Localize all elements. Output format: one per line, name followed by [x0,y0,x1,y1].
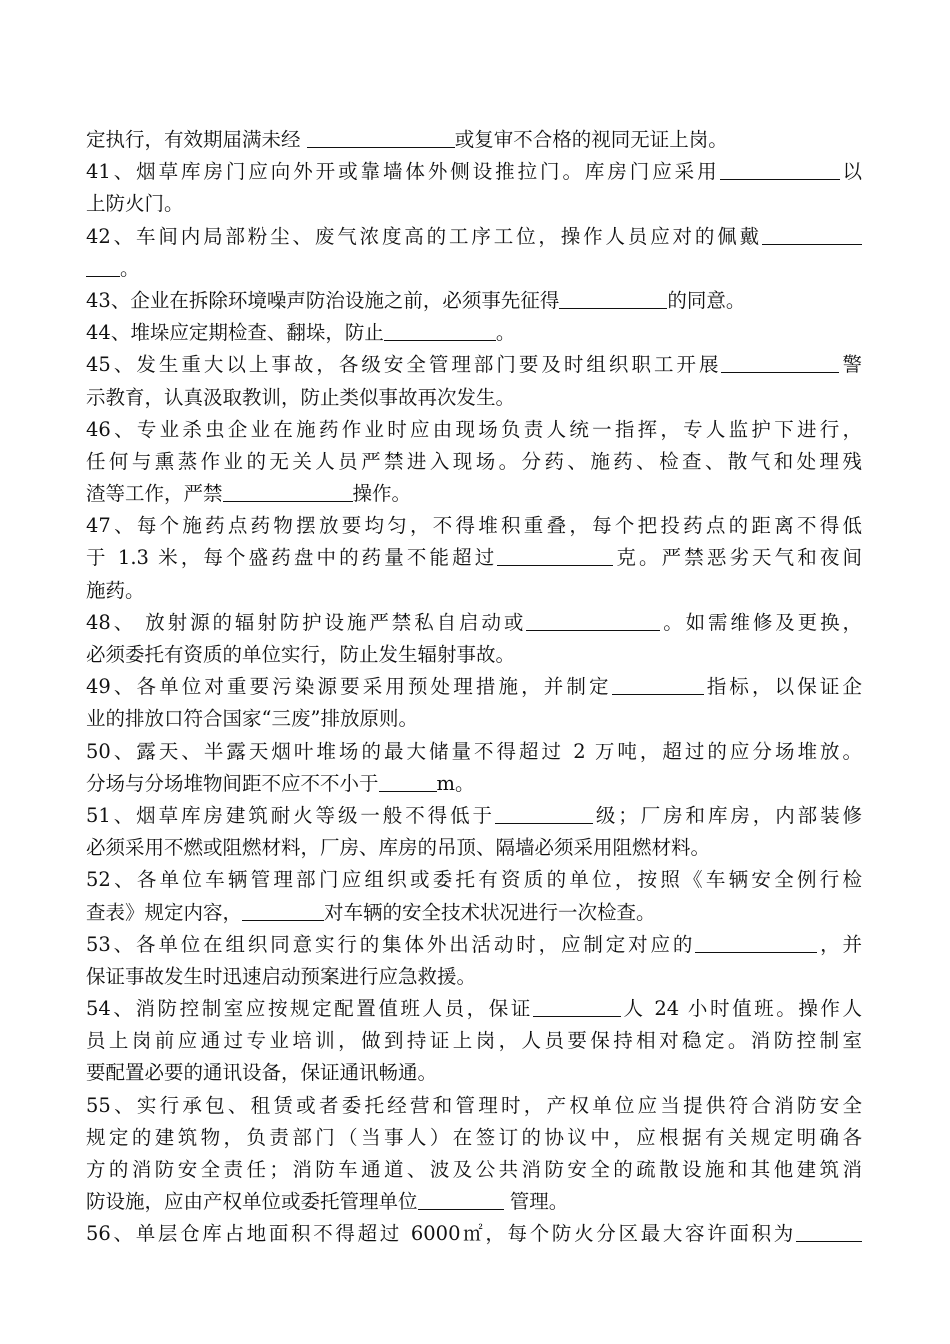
text-segment: 42、车间内局部粉尘、废气浓度高的工序工位，操作人员应对的佩戴 [86,224,762,248]
text-segment: 41、烟草库房门应向外开或靠墙体外侧设推拉门。库房门应采用 [86,160,720,184]
text-segment: 管理。 [503,1190,569,1214]
text-line [86,639,862,671]
text-segment: 渣等工作，严禁 [86,482,223,506]
text-segment: 48、 放射源的辐射防护设施严禁私自启动或 [86,610,527,634]
fill-in-blank [720,160,840,180]
text-segment: 47、每个施药点药物摆放要均匀，不得堆积重叠，每个把投药点的距离不得低 [86,514,862,538]
text-line [86,1186,862,1218]
text-segment: 。 [120,256,140,280]
text-segment: 。 [495,321,516,345]
text-line [86,253,862,285]
text-line [86,768,862,800]
fill-in-blank [796,1222,862,1242]
text-segment: 要配置必要的通讯设备，保证通讯畅通。 [86,1061,438,1085]
text-segment: 定执行，有效期届满未经 [86,128,307,151]
text-line [86,349,862,381]
text-line [86,478,862,510]
fill-in-blank [223,482,353,502]
text-segment: 防设施，应由产权单位或委托管理单位 [86,1190,418,1214]
text-segment: 54、消防控制室应按规定配置值班人员，保证 [86,997,533,1021]
text-line [86,607,862,639]
text-line [86,1218,862,1250]
text-line [86,317,862,349]
text-segment: 对车辆的安全技术状况进行一次检查。 [324,900,656,924]
text-segment: 53、各单位在组织同意实行的集体外出活动时，应制定对应的 [86,932,696,956]
text-segment: 以 [839,160,862,184]
text-segment: 警 [839,353,862,377]
text-segment: 44、堆垛应定期检查、翻垛，防止 [86,321,384,345]
text-line [86,285,862,317]
text-segment: 分场与分场堆物间距不应不不小于 [86,771,379,795]
fill-in-blank [86,257,120,277]
fill-in-blank [695,933,817,953]
text-line [86,671,862,703]
text-line [86,736,862,768]
text-segment: 方的消防安全责任；消防车通道、波及公共消防安全的疏散设施和其他建筑消 [86,1158,862,1181]
fill-in-blank [495,804,593,824]
text-line [86,188,862,220]
text-segment: 任何与熏蒸作业的无关人员严禁进入现场。分药、施药、检查、散气和处理残 [86,449,862,473]
fill-in-blank [526,611,660,631]
fill-in-blank [384,321,496,341]
text-segment: 的同意。 [667,288,746,312]
text-line [86,1057,862,1089]
text-segment: 52、各单位车辆管理部门应组织或委托有资质的单位，按照《车辆安全例行检 [86,868,862,892]
fill-in-blank [721,353,839,373]
text-segment: 46、专业杀虫企业在施药作业时应由现场负责人统一指挥，专人监护下进行， [86,417,862,441]
text-segment: 56、单层仓库占地面积不得超过 6000㎡，每个防火分区最大容许面积为 [86,1222,796,1246]
text-segment: 指标，以保证企 [703,675,862,699]
text-segment: 人 24 小时值班。操作人 [620,997,862,1021]
text-segment: 45、发生重大以上事故，各级安全管理部门要及时组织职工开展 [86,353,722,377]
fill-in-blank [242,901,324,921]
text-segment: 查表》规定内容， [86,900,243,924]
text-line [86,1154,862,1186]
text-segment: 级；厂房和库房，内部装修 [592,803,862,827]
fill-in-blank [307,128,455,148]
document-page [86,124,862,1251]
text-segment: m。 [436,771,475,795]
fill-in-blank [497,546,613,566]
text-line [86,929,862,961]
text-segment: 51、烟草库房建筑耐火等级一般不得低于 [86,803,495,827]
text-line [86,1025,862,1057]
text-line [86,221,862,253]
text-line [86,832,862,864]
text-segment: 于 1.3 米，每个盛药盘中的药量不能超过 [86,546,498,570]
text-line [86,510,862,542]
text-segment: 上防火门。 [86,192,184,216]
text-segment: ，并 [817,932,862,956]
text-segment: 克。严禁恶劣天气和夜间 [613,546,862,570]
text-line [86,446,862,478]
text-segment: 。如需维修及更换， [660,610,862,634]
text-line [86,542,862,574]
text-segment: 必须委托有资质的单位实行，防止发生辐射事故。 [86,643,516,666]
text-line [86,864,862,896]
text-segment: 规定的建筑物，负责部门（当事人）在签订的协议中，应根据有关规定明确各 [86,1125,862,1149]
text-line [86,124,862,156]
fill-in-blank [379,772,437,792]
text-line [86,993,862,1025]
fill-in-blank [762,225,862,245]
text-line [86,897,862,929]
text-line [86,703,862,735]
fill-in-blank [533,997,621,1017]
text-segment: 50、露天、半露天烟叶堆场的最大储量不得超过 2 万吨，超过的应分场堆放。 [86,739,862,763]
text-segment: 49、各单位对重要污染源要采用预处理措施，并制定 [86,675,612,699]
text-segment: 保证事故发生时迅速启动预案进行应急救援。 [86,964,477,988]
text-segment: 员上岗前应通过专业培训，做到持证上岗，人员要保持相对稳定。消防控制室 [86,1029,862,1053]
text-segment: 或复审不合格的视同无证上岗。 [454,128,728,151]
text-segment: 施药。 [86,578,145,602]
text-line [86,1090,862,1122]
text-segment: 操作。 [352,482,412,506]
fill-in-blank [612,675,704,695]
text-segment: 55、实行承包、租赁或者委托经营和管理时，产权单位应当提供符合消防安全 [86,1093,862,1117]
text-line [86,156,862,188]
text-line [86,800,862,832]
text-line [86,961,862,993]
fill-in-blank [559,289,667,309]
text-line [86,575,862,607]
fill-in-blank [418,1190,504,1210]
text-segment: 必须采用不燃或阻燃材料，厂房、库房的吊顶、隔墙必须采用阻燃材料。 [86,836,711,860]
text-line [86,382,862,414]
text-segment: 示教育，认真汲取教训，防止类似事故再次发生。 [86,385,516,409]
text-line [86,1122,862,1154]
text-line [86,414,862,446]
text-segment: 业的排放口符合国家“三废”排放原则。 [86,707,418,731]
text-segment: 43、企业在拆除环境噪声防治设施之前，必须事先征得 [86,288,560,312]
